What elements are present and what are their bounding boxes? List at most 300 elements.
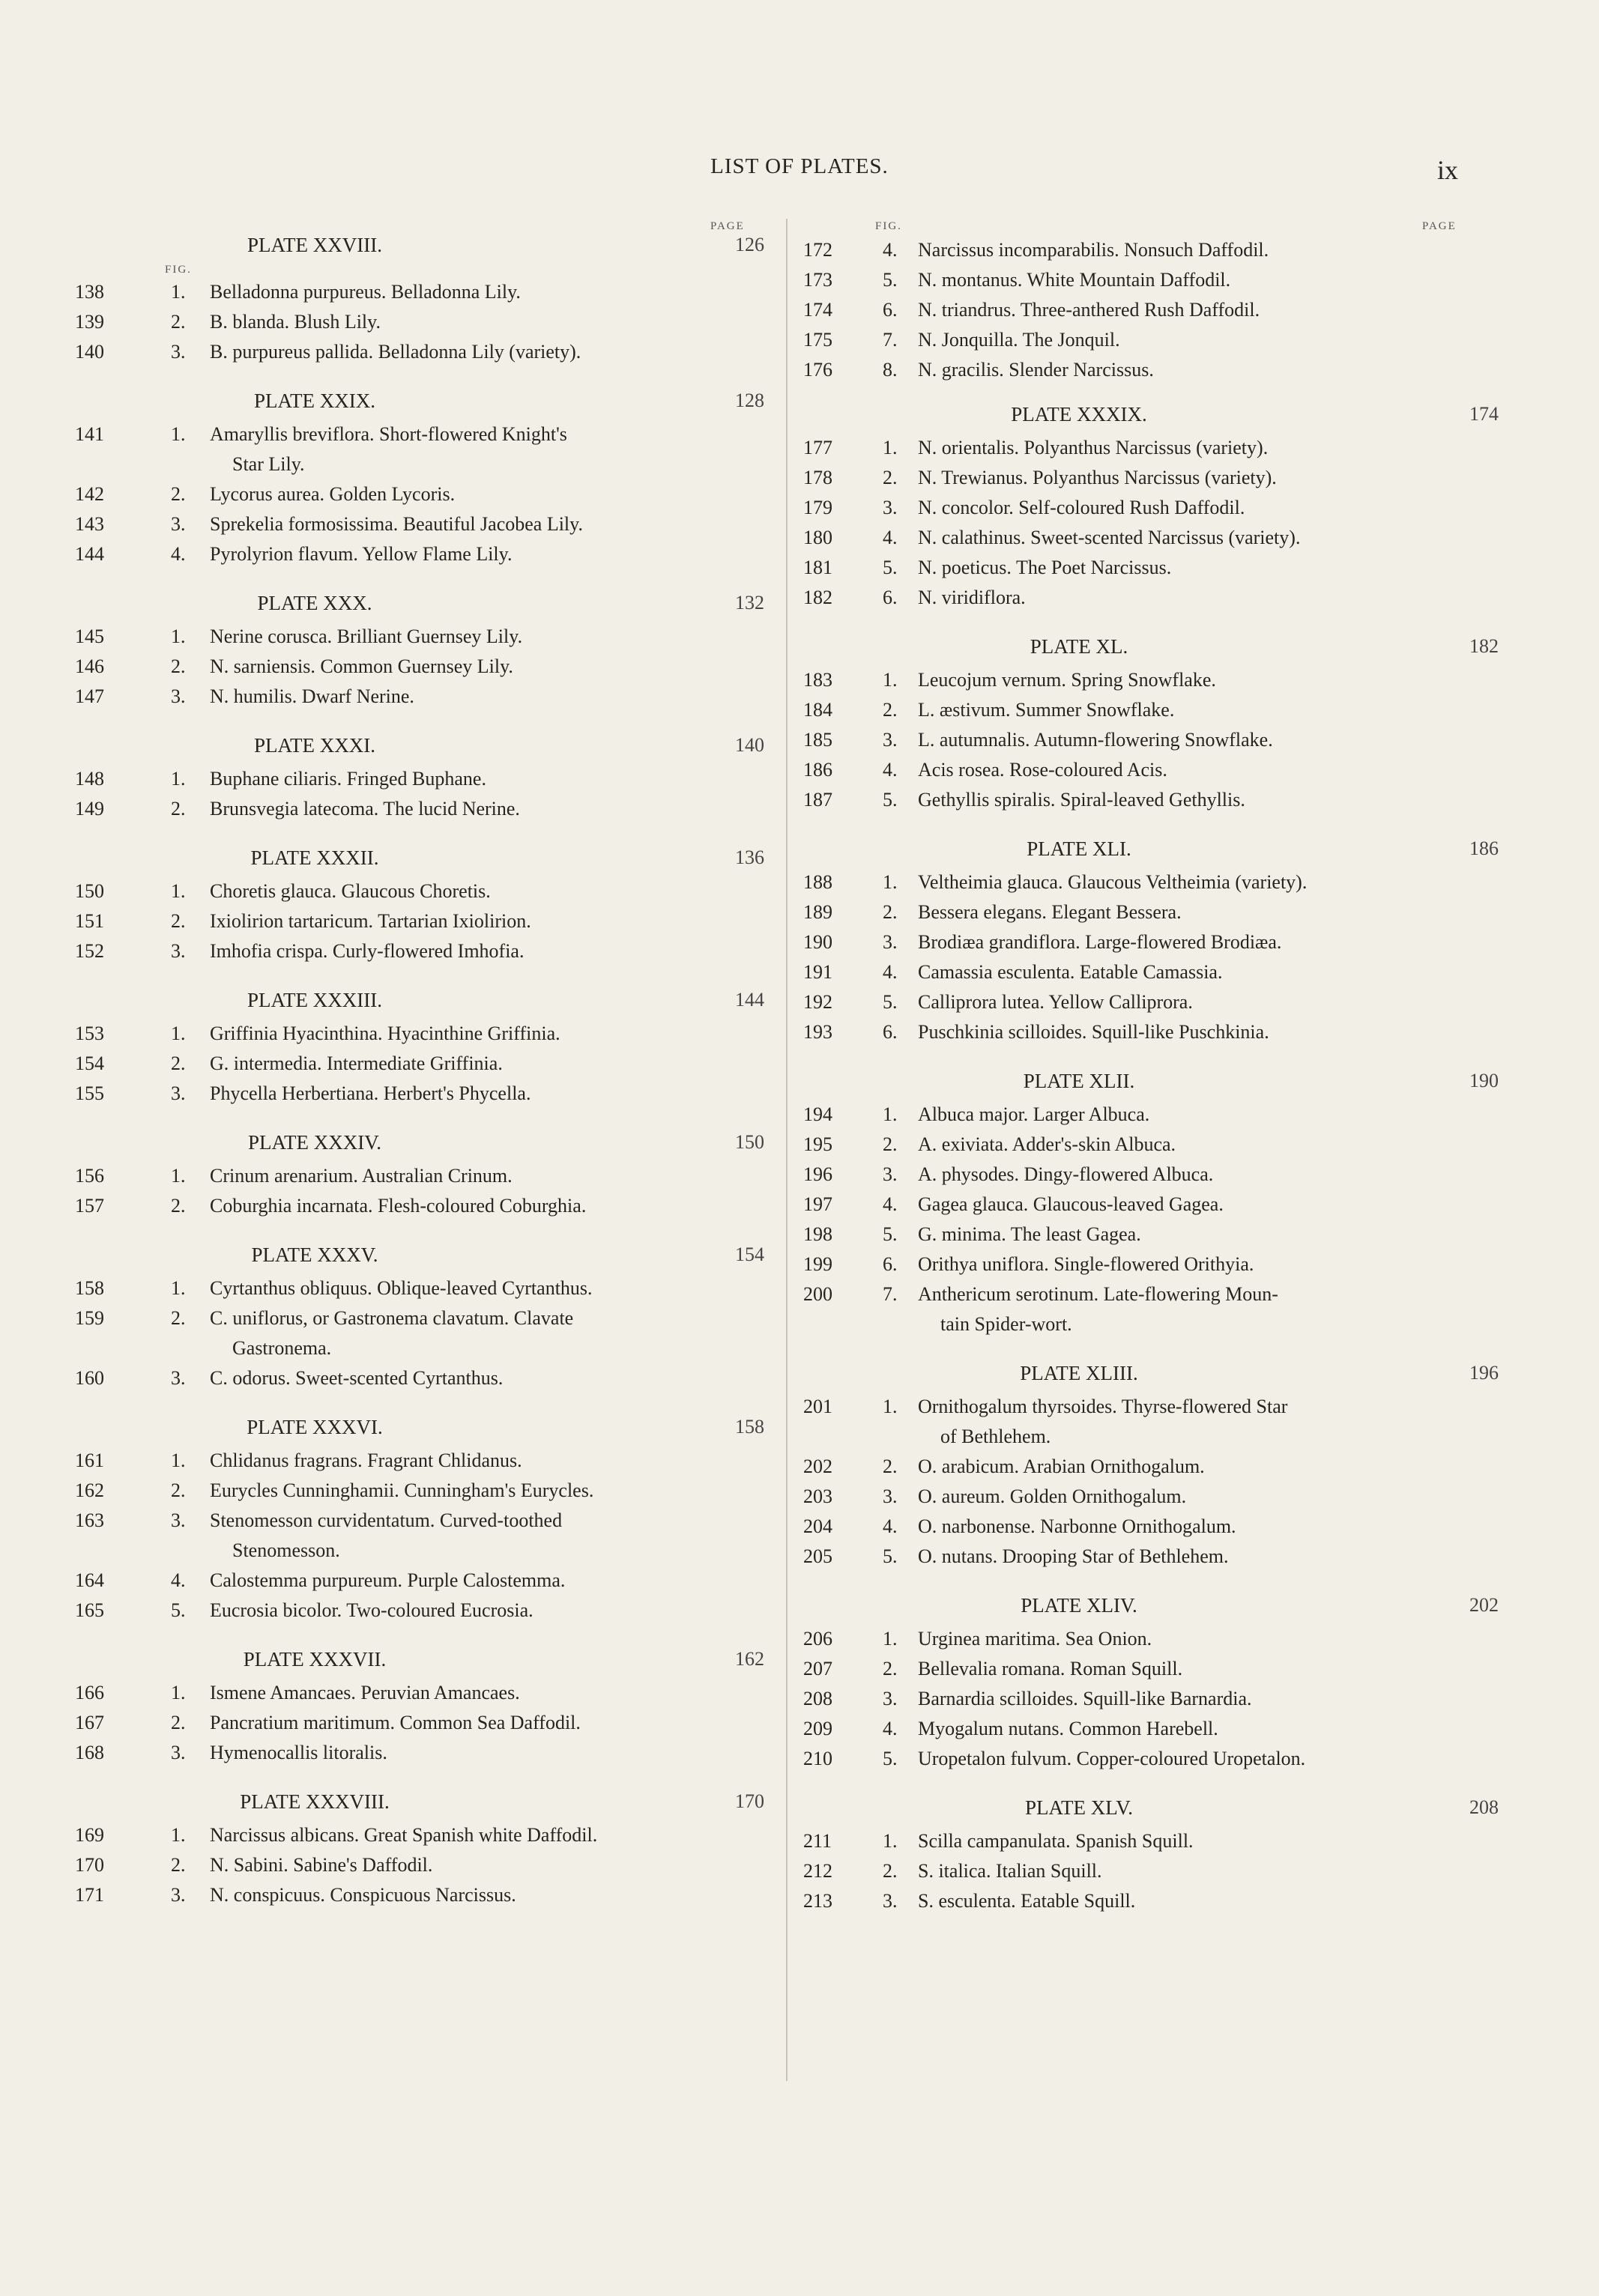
plate-number: 180: [803, 527, 832, 548]
figure-number: 2.: [171, 655, 186, 677]
plate-page: 170: [735, 1790, 764, 1812]
plate-heading: [75, 1648, 764, 1678]
plate-number: 200: [803, 1283, 832, 1305]
plate-description: O. nutans. Drooping Star of Bethlehem.: [918, 1545, 1229, 1567]
plate-number: 197: [803, 1193, 832, 1215]
plate-section: [75, 846, 764, 966]
plate-entry: [794, 1017, 1484, 1047]
plate-number: 161: [75, 1450, 104, 1471]
figure-number: 3.: [171, 940, 186, 962]
plate-title: PLATE XLIV.: [1021, 1594, 1137, 1617]
plate-page: 140: [735, 734, 764, 756]
plate-description: C. odorus. Sweet-scented Cyrtanthus.: [210, 1367, 504, 1389]
plate-number: 204: [803, 1515, 832, 1537]
plate-description: S. italica. Italian Squill.: [918, 1860, 1102, 1882]
plate-heading: [794, 635, 1499, 665]
plate-entry: [75, 539, 764, 569]
plate-number: 201: [803, 1396, 832, 1417]
plate-title: PLATE XXXVIII.: [240, 1790, 390, 1813]
plate-entry: [794, 785, 1484, 815]
figure-number: 1.: [883, 1396, 898, 1417]
figure-number: 2.: [883, 467, 898, 488]
plate-entry: [75, 1476, 764, 1506]
plate-entry: [794, 725, 1484, 755]
figure-number: 4.: [883, 961, 898, 983]
figure-number: 2.: [883, 1658, 898, 1679]
plate-description: N. gracilis. Slender Narcissus.: [918, 359, 1154, 381]
plate-page: 126: [735, 234, 764, 255]
plate-description: Veltheimia glauca. Glaucous Veltheimia (variety).: [918, 871, 1308, 893]
plate-entry: [75, 509, 764, 539]
plate-entry: [75, 479, 764, 509]
figure-number: 2.: [883, 1456, 898, 1477]
plate-entry: [794, 1279, 1484, 1339]
figure-number: 2.: [883, 699, 898, 721]
plate-entry: [794, 1886, 1484, 1916]
plate-title: PLATE XXVIII.: [247, 234, 382, 256]
plate-number: 179: [803, 497, 832, 518]
plate-number: 189: [803, 901, 832, 923]
plate-entry: [75, 1678, 764, 1708]
right-plates: [794, 403, 1499, 1916]
plate-entry: [794, 1130, 1484, 1160]
plate-number: 210: [803, 1748, 832, 1769]
plate-entry: [75, 307, 764, 337]
plate-heading: [794, 1362, 1499, 1392]
plate-description: Imhofia crispa. Curly-flowered Imhofia.: [210, 940, 525, 962]
plate-description: O. arabicum. Arabian Ornithogalum.: [918, 1456, 1205, 1477]
figure-number: 1.: [883, 437, 898, 458]
figure-number: 4.: [883, 1718, 898, 1739]
plate-title: PLATE XXXI.: [254, 734, 375, 757]
plate-number: 148: [75, 768, 104, 790]
plate-entry: [794, 1512, 1484, 1542]
plate-number: 194: [803, 1103, 832, 1125]
plate-section: [794, 1070, 1499, 1339]
plate-section: [75, 234, 764, 367]
left-plates: [75, 234, 764, 1910]
plate-description: L. æstivum. Summer Snowflake.: [918, 699, 1175, 721]
figure-number: 3.: [171, 341, 186, 363]
figure-number: 3.: [883, 931, 898, 953]
plate-description: Gethyllis spiralis. Spiral-leaved Gethyllis.: [918, 789, 1245, 811]
plate-section: [75, 1648, 764, 1768]
right-column: [794, 217, 1499, 1916]
plate-entry: [75, 1019, 764, 1049]
plate-number: 188: [803, 871, 832, 893]
plate-description: N. Jonquilla. The Jonquil.: [918, 329, 1120, 351]
page-number: ix: [1437, 155, 1459, 185]
plate-entry: [794, 1542, 1484, 1572]
figure-number: 1.: [883, 669, 898, 691]
figure-number: 3.: [171, 513, 186, 535]
plate-number: 175: [803, 329, 832, 351]
plate-entry: [794, 695, 1484, 725]
plate-description: Scilla campanulata. Spanish Squill.: [918, 1830, 1194, 1852]
figure-number: 1.: [883, 1830, 898, 1852]
plate-page: 182: [1469, 635, 1499, 657]
plate-entry: [75, 622, 764, 652]
figure-number: 1.: [171, 880, 186, 902]
plate-number: 141: [75, 423, 104, 445]
plate-title: PLATE XXXVII.: [243, 1648, 387, 1670]
plate-description: N. Trewianus. Polyanthus Narcissus (variety).: [918, 467, 1277, 488]
plate-heading: [794, 1594, 1499, 1624]
plate-number: 183: [803, 669, 832, 691]
plate-number: 147: [75, 685, 104, 707]
figure-number: 4.: [883, 239, 898, 261]
plate-title: PLATE XXXIX.: [1011, 403, 1147, 425]
plate-number: 143: [75, 513, 104, 535]
plate-number: 208: [803, 1688, 832, 1709]
plate-description: Gagea glauca. Glaucous-leaved Gagea.: [918, 1193, 1224, 1215]
figure-number: 5.: [883, 991, 898, 1013]
plate-number: 178: [803, 467, 832, 488]
plate-entry: [75, 1161, 764, 1191]
plate-entry: [75, 1820, 764, 1850]
plate-description: Sprekelia formosissima. Beautiful Jacobea Lily.: [210, 513, 583, 535]
plate-entry: [794, 755, 1484, 785]
plate-number: 140: [75, 341, 104, 363]
plate-number: 206: [803, 1628, 832, 1650]
figure-number: 3.: [883, 729, 898, 751]
plate-description: Eurycles Cunninghamii. Cunningham's Eurycles.: [210, 1479, 594, 1501]
figure-number: 1.: [171, 1277, 186, 1299]
plate-number: 144: [75, 543, 104, 565]
plate-number: 162: [75, 1479, 104, 1501]
plate-number: 139: [75, 311, 104, 333]
plate-description: N. montanus. White Mountain Daffodil.: [918, 269, 1231, 291]
plate-title: PLATE XXXII.: [250, 846, 379, 869]
plate-number: 203: [803, 1485, 832, 1507]
plate-section: [75, 1416, 764, 1626]
plate-page: 158: [735, 1416, 764, 1438]
plate-entry: [75, 1363, 764, 1393]
plate-entry: [794, 1452, 1484, 1482]
figure-number: 8.: [883, 359, 898, 381]
plate-entry: [75, 1708, 764, 1738]
plate-number: 184: [803, 699, 832, 721]
plate-entry: [794, 1160, 1484, 1190]
figure-number: 4.: [883, 1515, 898, 1537]
plate-description: O. narbonense. Narbonne Ornithogalum.: [918, 1515, 1236, 1537]
plate-description: Barnardia scilloides. Squill-like Barnardia.: [918, 1688, 1252, 1709]
plate-description: Cyrtanthus obliquus. Oblique-leaved Cyrtanthus.: [210, 1277, 593, 1299]
figure-number: 3.: [883, 1688, 898, 1709]
plate-page: 196: [1469, 1362, 1499, 1384]
plate-title: PLATE XXIX.: [254, 390, 375, 412]
plate-entry: [794, 1684, 1484, 1714]
plate-page: 208: [1469, 1796, 1499, 1818]
figure-number: 1.: [171, 1023, 186, 1044]
figure-number: 7.: [883, 1283, 898, 1305]
plate-description: Narcissus incomparabilis. Nonsuch Daffodil.: [918, 239, 1269, 261]
plate-title: PLATE XXX.: [257, 592, 372, 614]
plate-number: 158: [75, 1277, 104, 1299]
plate-description: N. orientalis. Polyanthus Narcissus (variety).: [918, 437, 1269, 458]
plate-description: N. Sabini. Sabine's Daffodil.: [210, 1854, 433, 1876]
continued-entries: [794, 235, 1484, 385]
plate-title: PLATE XXXV.: [251, 1244, 378, 1266]
plate-entry: [794, 325, 1484, 355]
figure-number: 4.: [883, 759, 898, 781]
plate-entry: [794, 583, 1484, 613]
page-label: PAGE: [710, 220, 745, 232]
plate-section: [75, 1790, 764, 1910]
figure-number: 3.: [883, 1163, 898, 1185]
plate-entry: [75, 1850, 764, 1880]
plate-description: B. purpureus pallida. Belladonna Lily (variety).: [210, 341, 581, 363]
plate-description: Griffinia Hyacinthina. Hyacinthine Griffinia.: [210, 1023, 560, 1044]
plate-entry: [75, 682, 764, 712]
plate-entry: [75, 277, 764, 307]
page-title: LIST OF PLATES.: [710, 154, 889, 178]
plate-description-continued: Gastronema.: [232, 1337, 332, 1359]
figure-number: 6.: [883, 1021, 898, 1043]
plate-number: 185: [803, 729, 832, 751]
plate-section: [75, 734, 764, 824]
plate-number: 207: [803, 1658, 832, 1679]
plate-description-continued: Star Lily.: [232, 453, 305, 475]
plate-section: [794, 635, 1499, 815]
plate-entry: [794, 1826, 1484, 1856]
plate-entry: [75, 1566, 764, 1596]
plate-page: 150: [735, 1131, 764, 1153]
plate-description: Anthericum serotinum. Late-flowering Moun-: [918, 1283, 1278, 1305]
figure-number: 3.: [883, 1485, 898, 1507]
plate-description: Camassia esculenta. Eatable Camassia.: [918, 961, 1223, 983]
figure-number: 1.: [171, 1682, 186, 1703]
plate-entry: [794, 1482, 1484, 1512]
plate-number: 166: [75, 1682, 104, 1703]
plate-description: Urginea maritima. Sea Onion.: [918, 1628, 1152, 1650]
plate-number: 173: [803, 269, 832, 291]
plate-description: N. conspicuus. Conspicuous Narcissus.: [210, 1884, 516, 1906]
figure-number: 2.: [883, 1860, 898, 1882]
plate-entry: [75, 1596, 764, 1626]
plate-entry: [794, 553, 1484, 583]
plate-description: Pancratium maritimum. Common Sea Daffodil.: [210, 1712, 581, 1733]
plate-description: Ismene Amancaes. Peruvian Amancaes.: [210, 1682, 520, 1703]
plate-entry: [75, 337, 764, 367]
plate-entry: [75, 876, 764, 906]
plate-entry: [75, 1880, 764, 1910]
plate-page: 174: [1469, 403, 1499, 425]
plate-entry: [75, 1506, 764, 1566]
plate-description: N. humilis. Dwarf Nerine.: [210, 685, 414, 707]
left-column: [75, 217, 764, 1910]
plate-description: Buphane ciliaris. Fringed Buphane.: [210, 768, 486, 790]
plate-number: 212: [803, 1860, 832, 1882]
plate-heading: [75, 734, 764, 764]
plate-description: Chlidanus fragrans. Fragrant Chlidanus.: [210, 1450, 522, 1471]
plate-page: 136: [735, 846, 764, 868]
plate-number: 160: [75, 1367, 104, 1389]
plate-entry: [75, 764, 764, 794]
plate-heading: [794, 1070, 1499, 1100]
figure-number: 2.: [171, 311, 186, 333]
plate-description: G. intermedia. Intermediate Griffinia.: [210, 1052, 503, 1074]
plate-number: 164: [75, 1569, 104, 1591]
plate-number: 205: [803, 1545, 832, 1567]
figure-number: 2.: [171, 1052, 186, 1074]
plate-number: 151: [75, 910, 104, 932]
plate-description: N. poeticus. The Poet Narcissus.: [918, 557, 1172, 578]
plate-entry: [75, 1191, 764, 1221]
plate-number: 171: [75, 1884, 104, 1906]
plate-number: 198: [803, 1223, 832, 1245]
figure-number: 4.: [171, 1569, 186, 1591]
figure-number: 1.: [883, 1628, 898, 1650]
plate-number: 196: [803, 1163, 832, 1185]
plate-entry: [75, 1303, 764, 1363]
figure-number: 6.: [883, 299, 898, 321]
plate-number: 181: [803, 557, 832, 578]
plate-section: [794, 1362, 1499, 1572]
plate-number: 153: [75, 1023, 104, 1044]
plate-page: 144: [735, 989, 764, 1011]
column-divider: [786, 219, 788, 2081]
plate-title: PLATE XXXIII.: [247, 989, 382, 1011]
plate-page: 128: [735, 390, 764, 411]
plate-description: A. exiviata. Adder's-skin Albuca.: [918, 1133, 1176, 1155]
figure-number: 5.: [883, 557, 898, 578]
plate-description: Calostemma purpureum. Purple Calostemma.: [210, 1569, 566, 1591]
plate-description: Brodiæa grandiflora. Large-flowered Brodiæa.: [918, 931, 1282, 953]
figure-number: 4.: [171, 543, 186, 565]
plate-section: [75, 390, 764, 569]
plate-description: Leucojum vernum. Spring Snowflake.: [918, 669, 1216, 691]
figure-number: 5.: [171, 1599, 186, 1621]
plate-description: N. calathinus. Sweet-scented Narcissus (variety).: [918, 527, 1301, 548]
plate-page: 202: [1469, 1594, 1499, 1616]
plate-entry: [794, 235, 1484, 265]
plate-entry: [794, 957, 1484, 987]
plate-heading: [75, 846, 764, 876]
page-label: PAGE: [1422, 220, 1457, 232]
plate-description: A. physodes. Dingy-flowered Albuca.: [918, 1163, 1214, 1185]
plate-section: [794, 1796, 1499, 1916]
plate-description: N. sarniensis. Common Guernsey Lily.: [210, 655, 513, 677]
plate-entry: [75, 1079, 764, 1109]
figure-number: 1.: [171, 626, 186, 647]
plate-number: 177: [803, 437, 832, 458]
figure-number: 1.: [171, 768, 186, 790]
plate-entry: [794, 295, 1484, 325]
plate-section: [75, 1244, 764, 1393]
plate-description: Albuca major. Larger Albuca.: [918, 1103, 1150, 1125]
figure-number: 2.: [171, 1307, 186, 1329]
plate-description: Acis rosea. Rose-coloured Acis.: [918, 759, 1167, 781]
plate-heading: [75, 1416, 764, 1446]
plate-description: B. blanda. Blush Lily.: [210, 311, 381, 333]
plate-number: 155: [75, 1082, 104, 1104]
plate-description-continued: tain Spider-wort.: [940, 1313, 1072, 1335]
fig-label: FIG.: [875, 220, 902, 232]
figure-number: 7.: [883, 329, 898, 351]
figure-number: 1.: [171, 1824, 186, 1846]
plate-entry: [794, 463, 1484, 493]
figure-number: 2.: [171, 910, 186, 932]
plate-number: 174: [803, 299, 832, 321]
plate-title: PLATE XLV.: [1024, 1796, 1134, 1819]
figure-number: 5.: [883, 1748, 898, 1769]
plate-title: PLATE XXXVI.: [247, 1416, 383, 1438]
plate-heading: [75, 390, 764, 419]
plate-entry: [75, 419, 764, 479]
plate-number: 176: [803, 359, 832, 381]
plate-entry: [794, 1190, 1484, 1220]
plate-heading: [75, 1790, 764, 1820]
plate-entry: [794, 493, 1484, 523]
plate-description: N. viridiflora.: [918, 587, 1026, 608]
plate-entry: [794, 927, 1484, 957]
plate-description: Bellevalia romana. Roman Squill.: [918, 1658, 1183, 1679]
figure-number: 3.: [883, 497, 898, 518]
plate-section: [75, 592, 764, 712]
plate-description: Eucrosia bicolor. Two-coloured Eucrosia.: [210, 1599, 533, 1621]
figure-number: 1.: [171, 423, 186, 445]
fig-label: FIG.: [165, 264, 192, 276]
plate-entry: [75, 652, 764, 682]
plate-entry: [794, 1250, 1484, 1279]
plate-entry: [794, 523, 1484, 553]
figure-number: 4.: [883, 1193, 898, 1215]
plate-description: Crinum arenarium. Australian Crinum.: [210, 1165, 513, 1187]
plate-heading: [75, 1244, 764, 1273]
plate-title: PLATE XLI.: [1027, 837, 1131, 860]
plate-number: 211: [803, 1830, 832, 1852]
plate-number: 157: [75, 1195, 104, 1217]
figure-number: 2.: [171, 1712, 186, 1733]
plate-heading: [75, 989, 764, 1019]
plate-entry: [794, 987, 1484, 1017]
plate-title: PLATE XLII.: [1023, 1070, 1135, 1092]
plate-number: 199: [803, 1253, 832, 1275]
plate-description: Brunsvegia latecoma. The lucid Nerine.: [210, 798, 520, 820]
plate-description: Narcissus albicans. Great Spanish white Daffodil.: [210, 1824, 598, 1846]
figure-number: 3.: [171, 1367, 186, 1389]
plate-description: N. concolor. Self-coloured Rush Daffodil.: [918, 497, 1245, 518]
figure-number: 2.: [171, 1854, 186, 1876]
plate-entry: [794, 1856, 1484, 1886]
plate-number: 154: [75, 1052, 104, 1074]
plate-description-continued: of Bethlehem.: [940, 1426, 1051, 1447]
plate-number: 165: [75, 1599, 104, 1621]
plate-number: 170: [75, 1854, 104, 1876]
plate-entry: [75, 1273, 764, 1303]
plate-title: PLATE XLIII.: [1020, 1362, 1138, 1384]
figure-number: 3.: [171, 1884, 186, 1906]
plate-description: Lycorus aurea. Golden Lycoris.: [210, 483, 456, 505]
plate-number: 213: [803, 1890, 832, 1912]
plate-description: Stenomesson curvidentatum. Curved-toothed: [210, 1509, 563, 1531]
plate-number: 190: [803, 931, 832, 953]
figure-number: 6.: [883, 587, 898, 608]
plate-description: N. triandrus. Three-anthered Rush Daffodil.: [918, 299, 1260, 321]
plate-entry: [75, 936, 764, 966]
plate-description: Calliprora lutea. Yellow Calliprora.: [918, 991, 1193, 1013]
plate-description: O. aureum. Golden Ornithogalum.: [918, 1485, 1187, 1507]
plate-number: 168: [75, 1742, 104, 1763]
plate-heading: [75, 592, 764, 622]
plate-description: Belladonna purpureus. Belladonna Lily.: [210, 281, 521, 303]
figure-number: 5.: [883, 1545, 898, 1567]
plate-description: L. autumnalis. Autumn-flowering Snowflake.: [918, 729, 1273, 751]
plate-section: [75, 1131, 764, 1221]
figure-number: 3.: [171, 1082, 186, 1104]
plate-number: 146: [75, 655, 104, 677]
